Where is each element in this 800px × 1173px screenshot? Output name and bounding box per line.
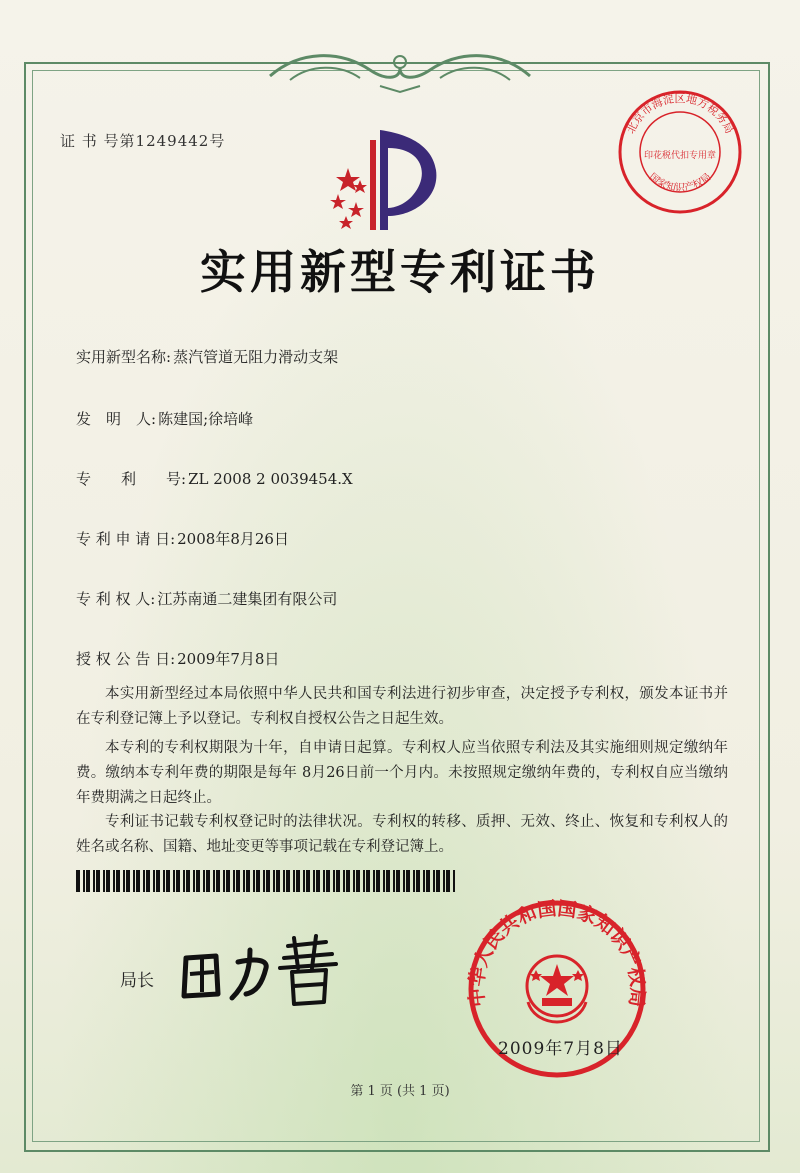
barcode-bar [93,870,95,892]
barcode-bar [346,870,350,892]
barcode-bar [156,870,160,892]
barcode-bar [423,870,425,892]
paragraph-term: 本专利的专利权期限为十年，自申请日起算。专利权人应当依照专利法及其实施细则规定缴纳年费。缴纳本专利年费的期限是每年 8月26日前一个月内。未按照规定缴纳年费的，专利权自应当缴纳年费期满之日起终止。 [76,740,728,806]
barcode-bar [196,870,200,892]
field-utility-model-name [76,346,338,367]
barcode-bar [273,870,275,892]
barcode-bar [316,870,320,892]
barcode-bar [173,870,175,892]
tax-stamp-center-text: 印花税代扣专用章 [643,151,717,161]
barcode-bar [143,870,145,892]
barcode-bar [146,870,150,892]
barcode-bar [106,870,110,892]
field-value: 2009年7月8日 [177,650,280,668]
barcode-bar [396,870,400,892]
barcode-bar [136,870,140,892]
barcode-bar [293,870,295,892]
barcode-bar [296,870,300,892]
svg-text:北京市海淀区地方税务局 [624,91,736,135]
barcode-bar [166,870,170,892]
barcode-bar [113,870,115,892]
field-label: 专 利 申 请 日: [76,530,176,548]
barcode-bar [386,870,390,892]
field-label: 专 利 号: [76,470,187,488]
barcode-bar [126,870,130,892]
field-value: 陈建国;徐培峰 [158,410,254,428]
barcode-bar [276,870,280,892]
barcode-bar [206,870,210,892]
barcode-bar [443,870,445,892]
barcode-bar [436,870,440,892]
field-grant-date [76,648,279,669]
barcode-bar [236,870,240,892]
barcode-bar [103,870,105,892]
barcode-bar [313,870,315,892]
barcode-bar [283,870,285,892]
field-value: 2008年8月26日 [177,530,289,548]
barcode-bar [223,870,225,892]
field-filing-date [76,528,289,549]
barcode-bar [433,870,435,892]
barcode-bar [216,870,220,892]
barcode-bar [163,870,165,892]
barcode-bar [416,870,420,892]
barcode-bar [383,870,385,892]
barcode-bar [203,870,205,892]
barcode-bar [153,870,155,892]
barcode-bar [326,870,330,892]
barcode-bar [426,870,430,892]
barcode-bar [226,870,230,892]
barcode-bar [183,870,185,892]
barcode-bar [286,870,290,892]
seal-ring-text: 中华人民共和国国家知识产权局 [466,898,648,1008]
barcode-bar [413,870,415,892]
barcode-bar [323,870,325,892]
director-signature [176,928,346,1008]
tax-stamp-bottom-text: 国家知识产权局 [646,171,714,194]
barcode-bar [393,870,395,892]
barcode-bar [303,870,305,892]
barcode-bar [373,870,375,892]
barcode-bar [233,870,235,892]
page-number: 第 1 页 (共 1 页) [350,1084,450,1099]
page-title: 实用新型专利证书 [200,245,600,299]
barcode-bar [176,870,180,892]
tax-stamp-ring-text: 北京市海淀区地方税务局 [623,92,737,136]
field-patentee [76,588,337,609]
svg-text:中华人民共和国国家知识产权局 [466,898,648,1008]
cnipa-logo-icon [318,120,448,240]
field-label: 发 明 人: [76,410,157,428]
barcode-bar [256,870,260,892]
paragraph-grant: 本实用新型经过本局依照中华人民共和国专利法进行初步审查，决定授予专利权，颁发本证书并在专利登记簿上予以登记。专利权自授权公告之日起生效。 [76,686,728,727]
barcode-bar [376,870,380,892]
barcode-bar [83,870,85,892]
barcode-bar [253,870,255,892]
field-inventors [76,408,253,429]
barcode-bar [116,870,120,892]
barcode-bar [133,870,135,892]
tax-stamp-seal [614,86,746,218]
certificate-number: 证 书 号第1249442号 [60,132,226,150]
field-value: 蒸汽管道无阻力滑动支架 [173,348,339,366]
barcode-bar [193,870,195,892]
paragraph-legal-status: 专利证书记载专利权登记时的法律状况。专利权的转移、质押、无效、终止、恢复和专利权人的姓名或名称、国籍、地址变更等事项记载在专利登记簿上。 [76,814,728,855]
director-label: 局长 [120,971,154,991]
barcode-bar [406,870,410,892]
field-patent-number [76,468,353,489]
barcode-bar [246,870,250,892]
national-emblem-icon [527,956,587,1022]
barcode-bar [123,870,125,892]
top-ornament [250,40,550,96]
barcode-bar [356,870,360,892]
barcode-bar [363,870,365,892]
barcode-bar [306,870,310,892]
field-label: 授 权 公 告 日: [76,650,176,668]
barcode-bar [96,870,100,892]
barcode-bar [213,870,215,892]
seal-date: 2009年7月8日 [498,1039,623,1059]
barcode-bar [76,870,80,892]
barcode-bar [353,870,355,892]
barcode-bar [366,870,370,892]
field-label: 专 利 权 人: [76,590,156,608]
barcode-bar [336,870,340,892]
barcode-bar [266,870,270,892]
svg-text:国家知识产权局 [646,171,713,194]
barcode-bar [403,870,405,892]
barcode-bar [186,870,190,892]
barcode-bar [343,870,345,892]
field-label: 实用新型名称: [76,348,172,366]
barcode-bar [86,870,90,892]
barcode-bar [446,870,450,892]
barcode-bar [263,870,265,892]
field-value: 江苏南通二建集团有限公司 [157,590,338,608]
barcode-bar [333,870,335,892]
barcode-bar [453,870,455,892]
barcode-icon [76,870,458,892]
field-value: ZL 2008 2 0039454.X [188,470,353,488]
barcode-bar [243,870,245,892]
